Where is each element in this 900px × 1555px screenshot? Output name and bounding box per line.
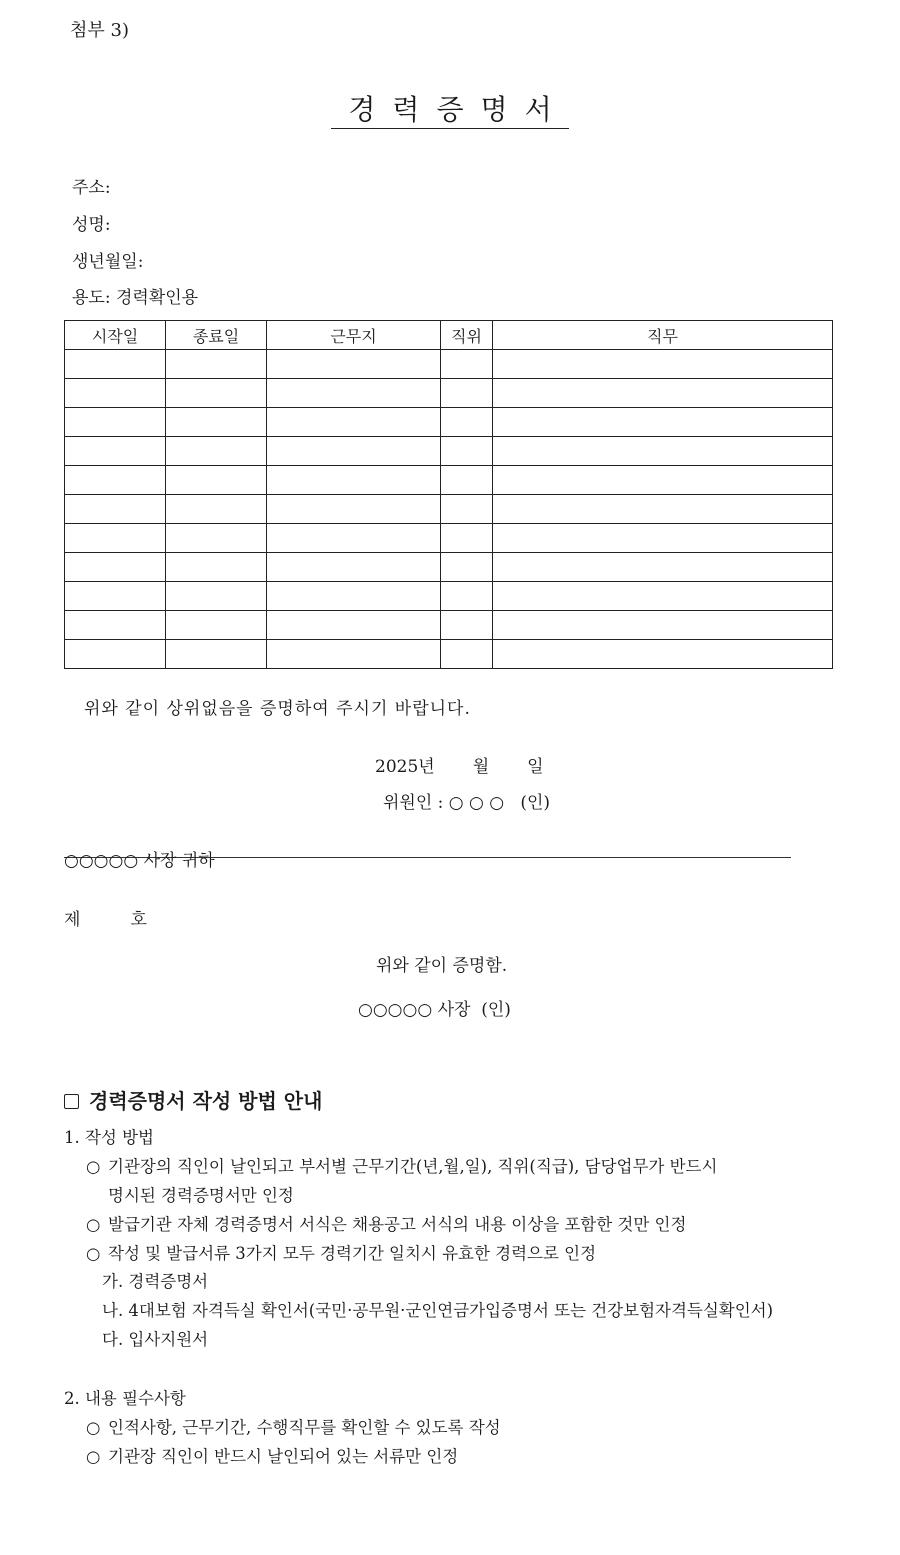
birthdate-field: 생년월일: [72, 252, 144, 272]
header-duty: 직무 [493, 321, 833, 350]
bullet-circle-icon: ○ [86, 1215, 101, 1234]
section1-bullet [86, 1153, 717, 1177]
section1-title: 1. 작성 방법 [64, 1128, 154, 1147]
header-position: 직위 [441, 321, 493, 350]
table-header-row [65, 321, 833, 350]
table-row [65, 379, 833, 408]
checkbox-square-icon [64, 1094, 79, 1109]
cell-end-date[interactable] [166, 350, 267, 379]
cell-duty[interactable] [493, 466, 833, 495]
cell-duty[interactable] [493, 495, 833, 524]
date-line [375, 752, 544, 777]
bullet-circle-icon: ○ [86, 1157, 101, 1176]
cell-workplace[interactable] [267, 582, 441, 611]
attachment-label: 첨부 3) [70, 20, 129, 41]
cell-workplace[interactable] [267, 553, 441, 582]
cell-start-date[interactable] [65, 350, 166, 379]
cell-workplace[interactable] [267, 640, 441, 669]
table-row [65, 640, 833, 669]
cell-position[interactable] [441, 495, 493, 524]
section1-bullet [86, 1211, 686, 1235]
guide-heading-text: 경력증명서 작성 방법 안내 [89, 1089, 323, 1113]
section1-bullet-text: 기관장의 직인이 날인되고 부서별 근무기간(년,월,일), 직위(직급), 담당업무가 반드시 [108, 1157, 718, 1176]
career-table-body [65, 350, 833, 669]
cell-end-date[interactable] [166, 553, 267, 582]
section1-bullet-text: 작성 및 발급서류 3가지 모두 경력기간 일치시 유효한 경력으로 인정 [108, 1244, 597, 1263]
cell-position[interactable] [441, 640, 493, 669]
cell-position[interactable] [441, 466, 493, 495]
cell-duty[interactable] [493, 640, 833, 669]
table-row [65, 495, 833, 524]
document-title-wrap [0, 92, 900, 129]
header-end-date: 종료일 [166, 321, 267, 350]
table-row [65, 350, 833, 379]
addressee: ○○○○○ 사장 귀하 [64, 851, 215, 871]
table-row [65, 524, 833, 553]
cell-end-date[interactable] [166, 640, 267, 669]
cell-start-date[interactable] [65, 611, 166, 640]
section1-sub-item: 나. 4대보험 자격득실 확인서(국민·공무원·군인연금가입증명서 또는 건강보험자격득실확인서) [102, 1301, 774, 1320]
section2-title: 2. 내용 필수사항 [64, 1389, 186, 1408]
cell-start-date[interactable] [65, 524, 166, 553]
cell-workplace[interactable] [267, 408, 441, 437]
cell-workplace[interactable] [267, 611, 441, 640]
section1-sub-item: 가. 경력증명서 [102, 1272, 209, 1291]
section2-bullet [86, 1443, 458, 1467]
cell-start-date[interactable] [65, 437, 166, 466]
section2-bullet-text: 인적사항, 근무기간, 수행직무를 확인할 수 있도록 작성 [108, 1418, 501, 1437]
cell-start-date[interactable] [65, 582, 166, 611]
document-number [64, 905, 147, 930]
cell-start-date[interactable] [65, 408, 166, 437]
cell-duty[interactable] [493, 408, 833, 437]
cell-position[interactable] [441, 408, 493, 437]
number-je: 제 [64, 910, 81, 930]
number-ho: 호 [130, 910, 147, 930]
career-table [64, 320, 833, 669]
bullet-circle-icon: ○ [86, 1244, 101, 1263]
cell-workplace[interactable] [267, 437, 441, 466]
cell-duty[interactable] [493, 524, 833, 553]
table-row [65, 553, 833, 582]
section2-bullet [86, 1414, 501, 1438]
header-workplace: 근무지 [267, 321, 441, 350]
cell-end-date[interactable] [166, 611, 267, 640]
bullet-circle-icon: ○ [86, 1418, 101, 1437]
cell-workplace[interactable] [267, 524, 441, 553]
applicant-line: 위원인 : ○ ○ ○ (인) [383, 793, 551, 813]
cell-position[interactable] [441, 582, 493, 611]
purpose-field: 용도: 경력확인용 [72, 288, 199, 308]
cell-end-date[interactable] [166, 408, 267, 437]
issuer-line: ○○○○○ 사장 (인) [358, 1000, 511, 1020]
cell-position[interactable] [441, 524, 493, 553]
cell-position[interactable] [441, 611, 493, 640]
date-month: 월 [472, 757, 490, 777]
table-row [65, 466, 833, 495]
address-field: 주소: [72, 178, 111, 198]
cell-end-date[interactable] [166, 582, 267, 611]
section1-bullet-continuation: 명시된 경력증명서만 인정 [108, 1186, 294, 1205]
section1-bullet [86, 1240, 596, 1264]
section1-bullet-text: 발급기관 자체 경력증명서 서식은 채용공고 서식의 내용 이상을 포함한 것만 인정 [108, 1215, 687, 1234]
cell-workplace[interactable] [267, 379, 441, 408]
cell-workplace[interactable] [267, 466, 441, 495]
cell-start-date[interactable] [65, 466, 166, 495]
cell-position[interactable] [441, 553, 493, 582]
bullet-circle-icon: ○ [86, 1447, 101, 1466]
cell-duty[interactable] [493, 611, 833, 640]
cell-duty[interactable] [493, 350, 833, 379]
cell-start-date[interactable] [65, 553, 166, 582]
cell-position[interactable] [441, 379, 493, 408]
document-title: 경력증명서 [331, 92, 568, 129]
cell-end-date[interactable] [166, 437, 267, 466]
table-row [65, 611, 833, 640]
certify-text: 위와 같이 증명함. [376, 956, 508, 976]
name-field: 성명: [72, 215, 111, 235]
cell-start-date[interactable] [65, 495, 166, 524]
table-row [65, 582, 833, 611]
cell-position[interactable] [441, 350, 493, 379]
cell-start-date[interactable] [65, 379, 166, 408]
cell-position[interactable] [441, 437, 493, 466]
cell-start-date[interactable] [65, 640, 166, 669]
cell-workplace[interactable] [267, 350, 441, 379]
cell-end-date[interactable] [166, 495, 267, 524]
cell-duty[interactable] [493, 553, 833, 582]
cell-workplace[interactable] [267, 495, 441, 524]
cell-end-date[interactable] [166, 466, 267, 495]
header-start-date: 시작일 [65, 321, 166, 350]
cell-duty[interactable] [493, 437, 833, 466]
guide-heading [64, 1085, 322, 1114]
date-year: 2025년 [375, 757, 435, 777]
request-text: 위와 같이 상위없음을 증명하여 주시기 바랍니다. [84, 699, 471, 719]
date-day: 일 [527, 757, 544, 777]
section2-bullet-text: 기관장 직인이 반드시 날인되어 있는 서류만 인정 [108, 1447, 459, 1466]
table-row [65, 437, 833, 466]
cell-end-date[interactable] [166, 379, 267, 408]
cell-duty[interactable] [493, 582, 833, 611]
cell-duty[interactable] [493, 379, 833, 408]
section1-sub-item: 다. 입사지원서 [102, 1330, 209, 1349]
table-row [65, 408, 833, 437]
cell-end-date[interactable] [166, 524, 267, 553]
